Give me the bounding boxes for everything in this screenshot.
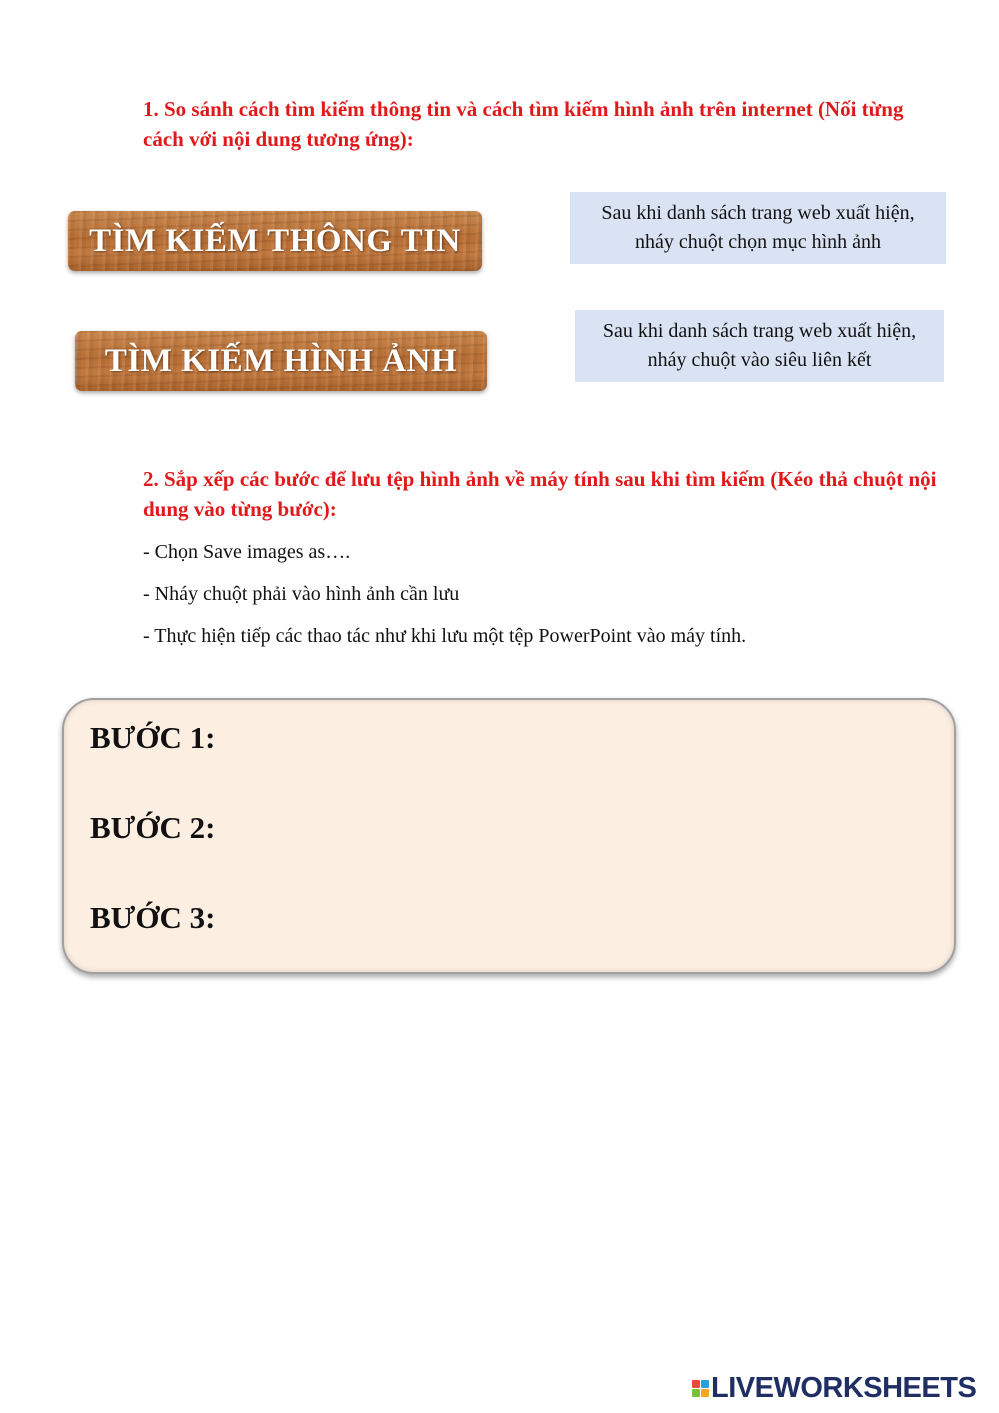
liveworksheets-logo	[692, 1372, 976, 1405]
draggable-item-1[interactable]: - Chọn Save images as….	[143, 541, 351, 563]
question-2-title: 2. Sắp xếp các bước để lưu tệp hình ảnh về máy tính sau khi tìm kiếm (Kéo thả chuột nội dung vào từng bước):	[143, 467, 937, 521]
answer-box-2[interactable]	[575, 310, 944, 382]
option-search-image-label: TÌM KIẾM HÌNH ẢNH	[104, 342, 458, 379]
liveworksheets-logo-icon	[692, 1380, 709, 1397]
question-1-title: 1. So sánh cách tìm kiếm thông tin và cách tìm kiếm hình ảnh trên internet (Nối từng cách với nội dung tương ứng):	[143, 97, 904, 151]
steps-drop-panel	[62, 698, 956, 974]
answer-box-2-text: Sau khi danh sách trang web xuất hiện, nháy chuột vào siêu liên kết	[602, 320, 917, 371]
option-search-image[interactable]	[75, 331, 487, 391]
option-search-info-label: TÌM KIẾM THÔNG TIN	[89, 222, 461, 259]
answer-box-1-text: Sau khi danh sách trang web xuất hiện, nháy chuột chọn mục hình ảnh	[601, 202, 915, 253]
answer-box-1[interactable]	[570, 192, 946, 264]
draggable-item-2[interactable]: - Nháy chuột phải vào hình ảnh cần lưu	[143, 583, 460, 605]
logo-text: LIVEWORKSHEETS	[711, 1372, 977, 1404]
step-1-drop-zone[interactable]: BƯỚC 1:	[90, 720, 216, 755]
step-3-drop-zone[interactable]: BƯỚC 3:	[90, 900, 216, 935]
option-search-info[interactable]	[68, 211, 482, 271]
draggable-item-3[interactable]: - Thực hiện tiếp các thao tác như khi lưu một tệp PowerPoint vào máy tính.	[143, 625, 747, 647]
step-2-drop-zone[interactable]: BƯỚC 2:	[90, 810, 216, 845]
